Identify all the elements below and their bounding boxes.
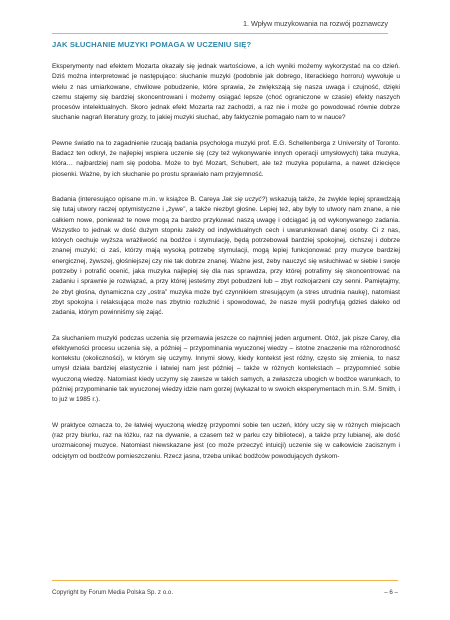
paragraph-3	[52, 195, 400, 319]
running-header: 1. Wpływ muzykowania na rozwój poznawczy	[242, 19, 388, 28]
paragraph-5: W praktyce oznacza to, że łatwiej wyuczoną wiedzę przypomni sobie ten uczeń, który uczy się w różnych miejscach (raz przy biurku, raz na łóżku, raz na dywanie, a czasem też w parku czy bibliotece), a także przy lubianej, ale dość urozmaiconej muzyce. Natomiast niewskazane jest (co może przeczyć intuicji) uczenie się w całkowicie zacisznym i odciętym od bodźców pomieszczeniu. Rzecz jasna, trzeba unikać bodźców powodujących dyskom-	[52, 421, 400, 460]
paragraph-3-text-a: Badania (interesująco opisane m.in. w książce B. Careya	[52, 195, 222, 203]
header-divider	[52, 33, 388, 34]
footer-copyright: Copyright by Forum Media Polska Sp. z o.o.	[52, 589, 174, 596]
paragraph-4: Za słuchaniem muzyki podczas uczenia się przemawia jeszcze co najmniej jeden argument. Otóż, jak pisze Carey, dla efektywności procesu uczenia się, a później – przypominania wyuczonej wiedzy – istotne znaczenie ma różnorodność kontekstu (okoliczności), w którym się uczymy. Innymi słowy, kiedy kontekst jest różny, często się zmienia, to nasz umysł działa bardziej elastycznie i łatwiej nam jest później – także w różnych kontekstach – przypomnieć sobie wyuczoną wiedzę. Natomiast kiedy uczymy się zawsze w takich samych, a zwłaszcza ubogich w bodźce warunkach, to później przypominanie tak wyuczonej wiedzy idzie nam gorzej (wykazał to w swoich eksperymentach m.in. S.M. Smith, i to już w 1985 r.).	[52, 334, 400, 404]
section-title: JAK SŁUCHANIE MUZYKI POMAGA W UCZENIU SIĘ?	[52, 40, 252, 49]
book-title: Jak się uczyć?	[222, 195, 266, 203]
body-text	[52, 62, 400, 477]
paragraph-2: Pewne światło na to zagadnienie rzucają badania psychologa muzyki prof. E.G. Schellenberga z University of Toronto. Badacz ten odkrył, że najlepiej wspiera uczenie się (czy też wykonywanie innych operacji umysłowych) taka muzyka, która… najbardziej nam się podoba. Może to być Mozart, Schubert, ale też muzyka popularna, a nawet dziecięce piosenki. Ważne, by ich słuchanie po prostu sprawiało nam przyjemność.	[52, 139, 400, 178]
paragraph-3-text-b: ) wskazują także, że zwykle lepiej sprawdzają się tutaj utwory raczej optymistyczne i „żywe”, a także niezbyt głośne. Lepiej też, aby były to utwory nam znane, a nie całkiem nowe, ponieważ te nowe mogą za bardzo przykuwać naszą uwagę i odciągać ją od wykonywanego zadania. Wszystko to jednak w dość dużym stopniu zależy od indywidualnych cech i uwarunkowań danej osoby. Ci z nas, których cechuje wyższa wrażliwość na bodźce i stymulację, będą potrzebowali bardziej spokojnej, cichszej i dobrze znanej muzyki; ci zaś, którzy mają wysoką potrzebę stymulacji, mogą lepiej funkcjonować przy muzyce bardziej energicznej, żywszej, głośniejszej czy nie tak dobrze znanej. Ważne jest, żeby nauczyć się wsłuchiwać w siebie i swoje potrzeby i potrafić ocenić, jaka muzyka najlepiej się dla nas sprawdza, przy której potrafimy się skoncentrować na zadaniu i sprawnie je rozwiązać, a przy której jesteśmy zbyt pobudzeni lub – zbyt rozkojarzeni czy senni. Pamiętajmy, że zbyt głośna, dynamiczna czy „ostra” muzyka może być czynnikiem stresującym (a stres utrudnia naukę), natomiast zbyt spokojna i relaksująca może nas zbytnio rozluźnić i spowodować, że nasze myśli podryfują gdzieś daleko od zadania, którym powinniśmy się zająć.	[52, 195, 401, 317]
footer-divider	[52, 580, 398, 581]
page-number: – 6 –	[384, 589, 398, 596]
paragraph-1: Eksperymenty nad efektem Mozarta okazały się jednak wartościowe, a ich wyniki możemy wykorzystać na co dzień. Dziś można interpretować je następująco: słuchanie muzyki (podobnie jak dobrego, literackiego horroru) wywołuje u wielu z nas umiarkowane, chwilowe pobudzenie, które sprawia, że zwiększają się nasza uwaga i czujność, dzięki czemu stajemy się bardziej skoncentrowani i możemy osiągać lepsze (choć ograniczone w czasie) efekty naszych procesów intelektualnych. Skoro jednak efekt Mozarta raz zachodzi, a raz nie i może go powodować równie dobrze słuchanie nagrań literatury grozy, to jakiej muzyki słuchać, aby faktycznie pomagało nam to w nauce?	[52, 63, 400, 122]
